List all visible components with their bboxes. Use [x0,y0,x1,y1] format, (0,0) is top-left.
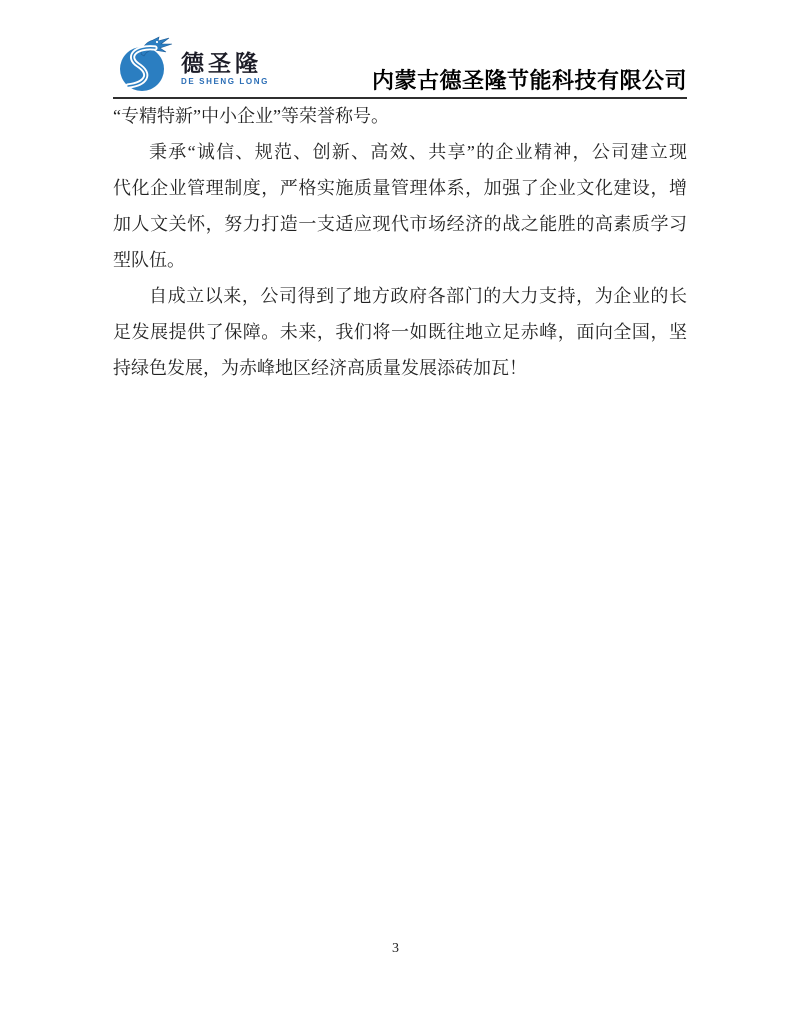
body-text-line: 型队伍。 [113,250,185,270]
dragon-s-circle-logo-icon [113,35,177,95]
page-number: 3 [392,941,399,956]
body-text-line: 加人文关怀，努力打造一支适应现代市场经济的战之能胜的高素质学习 [113,214,687,234]
logo-text [181,51,269,86]
header-company-name: 内蒙古德圣隆节能科技有限公司 [371,68,687,93]
body-text-line: 自成立以来，公司得到了地方政府各部门的大力支持，为企业的长 [149,286,687,306]
body-text-line: 代化企业管理制度，严格实施质量管理体系，加强了企业文化建设，增 [113,178,687,198]
logo-text-en: DE SHENG LONG [181,77,269,86]
body-text-line: 足发展提供了保障。未来，我们将一如既往地立足赤峰，面向全国，坚 [113,322,687,342]
logo-text-zh: 德圣隆 [181,50,262,76]
body-text-line: 持绿色发展，为赤峰地区经济高质量发展添砖加瓦！ [113,358,527,378]
body-text [113,98,687,386]
body-text-line: 秉承“诚信、规范、创新、高效、共享”的企业精神，公司建立现 [149,142,687,162]
body-text-line: “专精特新”中小企业”等荣誉称号。 [113,106,389,126]
company-logo [113,35,269,95]
